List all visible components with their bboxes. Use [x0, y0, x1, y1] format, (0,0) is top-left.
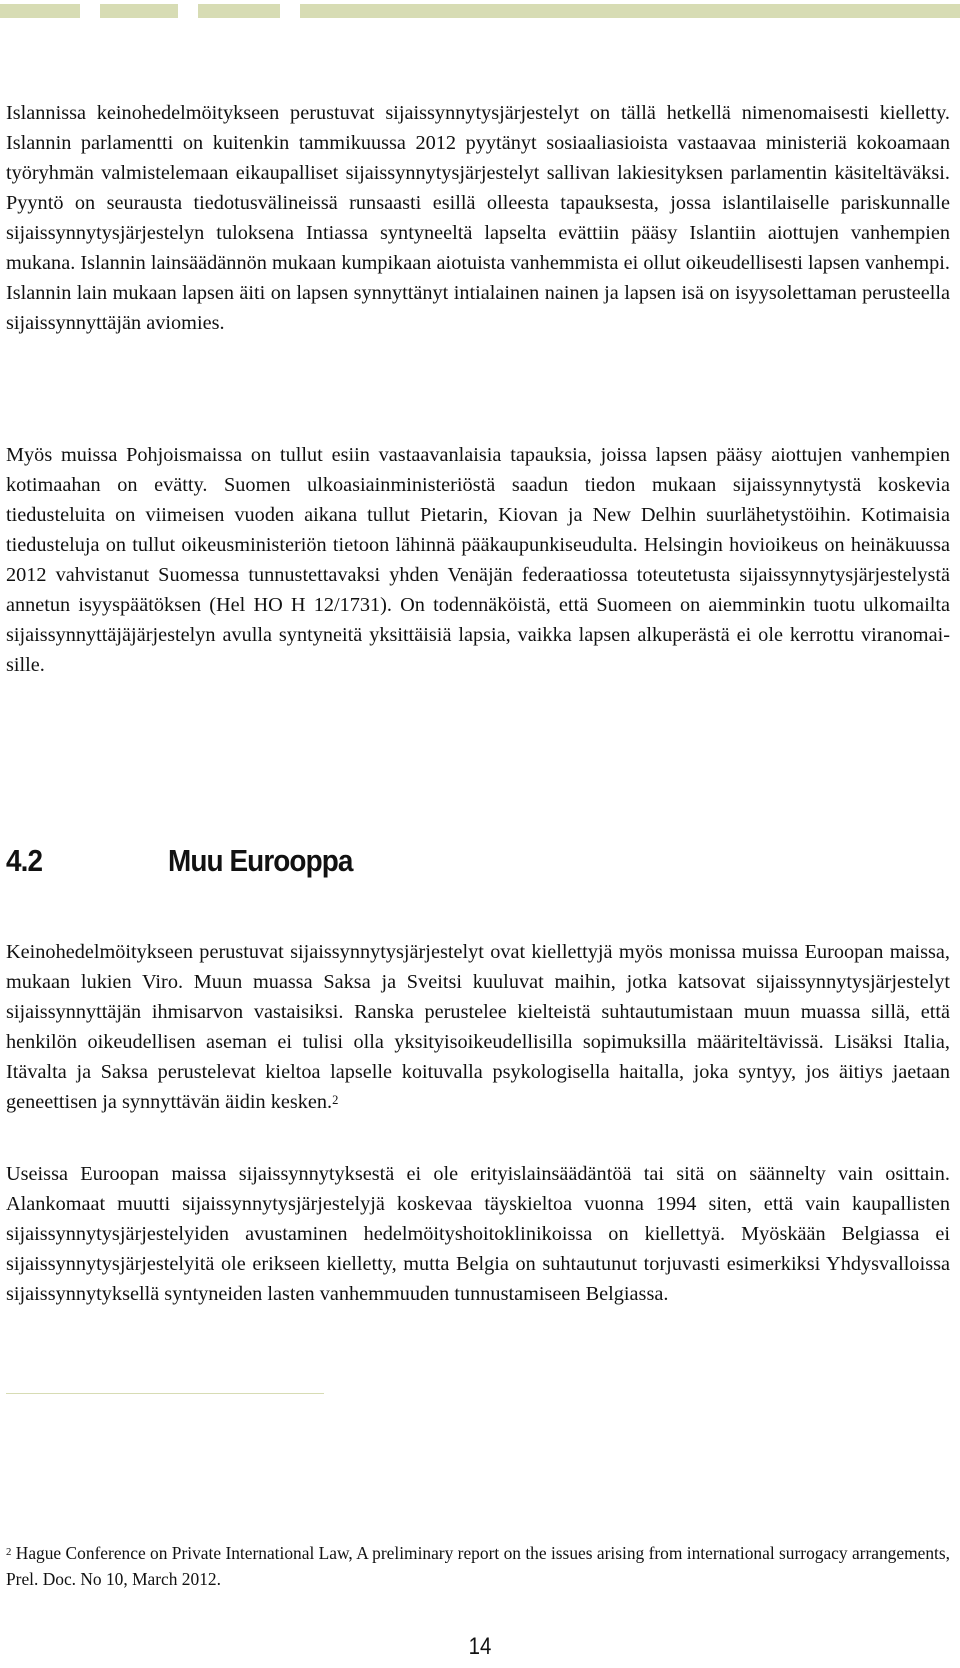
- header-decoration: [0, 4, 960, 18]
- footnote-divider: [6, 1393, 324, 1394]
- page-number: 14: [468, 1633, 492, 1660]
- footnote-text: Hague Conference on Private International Law, A preliminary report on the issues arising from international surrogacy arrangements, Prel. Doc. No 10, March 2012.: [6, 1543, 950, 1589]
- section-heading: [6, 843, 950, 893]
- header-bar: [198, 4, 280, 18]
- footnote-marker: 2: [6, 1546, 12, 1559]
- paragraph-europe-ban: [6, 937, 950, 1117]
- header-bar: [0, 4, 80, 18]
- paragraph-text: Keinohedelmöitykseen perustuvat sijaissynnytysjärjestelyt ovat kiellettyjä myös monissa muissa Euroopan maissa, mukaan lukien Viro. Muun muassa Saksa ja Sveitsi kuuluvat maihin, jotka katsovat sijaissynnytysjärjestelyt sijaissynnyttäjän ihmisarvon vastaisiksi. Ranska perustelee kielteistä suhtautumistaan muun muassa sillä, että henkilön oikeudellisen aseman ei tulisi olla yksityisoikeudellisilla sopimuksilla määriteltävissä. Lisäksi Italia, Itävalta ja Saksa perustelevat kieltoa lapselle koituvalla psykologisella haitalla, joka syntyy, jos äitiys jaetaan geneettisen ja synnyttävän äidin kesken.: [6, 941, 950, 1113]
- paragraph-europe-regulation: Useissa Euroopan maissa sijaissynnytyksestä ei ole erityislainsäädäntöä tai sitä on säännelty vain osittain. Alankomaat muutti sijaissynnytysjärjestelyjä koskevaa täyskieltoa vuonna 1994 siten, että vain kaupallisten sijaissynnytysjärjestelyiden avustaminen hedelmöityshoitoklinikoissa on kiellettyä. Myöskään Belgiassa ei sijaissynnytysjärjestelyitä ole erikseen kielletty, mutta Belgia on suhtautunut torjuvasti esimerkiksi Yhdysvalloissa sijaissynnytyksellä syntyneiden lasten vanhemmuuden tunnustamiseen Belgiassa.: [6, 1163, 950, 1305]
- section-number: 4.2: [6, 843, 43, 878]
- section-title: Muu Eurooppa: [168, 843, 353, 878]
- footnote-reference[interactable]: 2: [332, 1092, 339, 1107]
- paragraph-iceland: Islannissa keinohedelmöitykseen perustuvat sijaissynnytysjärjestelyt on tällä hetkellä nimenomaisesti kielletty. Islannin parlamentti on kuitenkin tammikuussa 2012 pyytänyt sosiaaliasioista vastaavaa ministeriä kokoamaan työryhmän valmistelemaan eikaupalliset sijaissynnytysjärjestelyt sallivan lakiesityksen parlamentin käsiteltäväksi. Pyyntö on seurausta tiedotusvälineissä runsaasti esillä olleesta tapauksesta, jossa islantilaiselle pariskunnalle sijaissynnytysjärjestelyn tuloksena Intiassa syntyneeltä lapselta evättiin pääsy Islantiin aiottujen vanhempien mukana. Islannin lainsäädännön mukaan kumpikaan aiotuista vanhemmista ei ollut oikeudellisesti lapsen vanhempi. Islannin lain mukaan lapsen äiti on lapsen synnyttänyt intialainen nainen ja lapsen isä on isyysolettaman perusteella sijaissynnyttäjän aviomies.: [6, 102, 950, 334]
- footnote: [6, 1540, 950, 1592]
- header-bar: [100, 4, 178, 18]
- header-bar: [300, 4, 960, 18]
- paragraph-nordic: Myös muissa Pohjoismaissa on tullut esiin vastaavanlaisia tapauksia, joissa lapsen pääsy aiottujen vanhempien kotimaahan on evätty. Suomen ulkoasiainministeriöstä saadun tiedon mukaan sijaissynnytystä koskevia tiedusteluita on viimeisen vuoden aikana tullut Pietarin, Kiovan ja New Delhin suurlähetystöihin. Kotimaisia tiedusteluja on tullut oikeusministeriön tietoon lähinnä pääkaupunkiseudulta. Helsingin hovioikeus on heinäkuussa 2012 vahvistanut Suomessa tunnustettavaksi yhden Venäjän federaatiossa toteutetusta sijaissynnytysjärjestelystä annetun isyyspäätöksen (Hel HO H 12/1731). On todennäköistä, että Suomeen on aiemminkin tuotu ulkomailta sijaissynnyttäjäjärjestelyn avulla syntyneitä yksittäisiä lapsia, vaikka lapsen alkuperästä ei ole kerrottu viranomaisille.: [6, 444, 950, 676]
